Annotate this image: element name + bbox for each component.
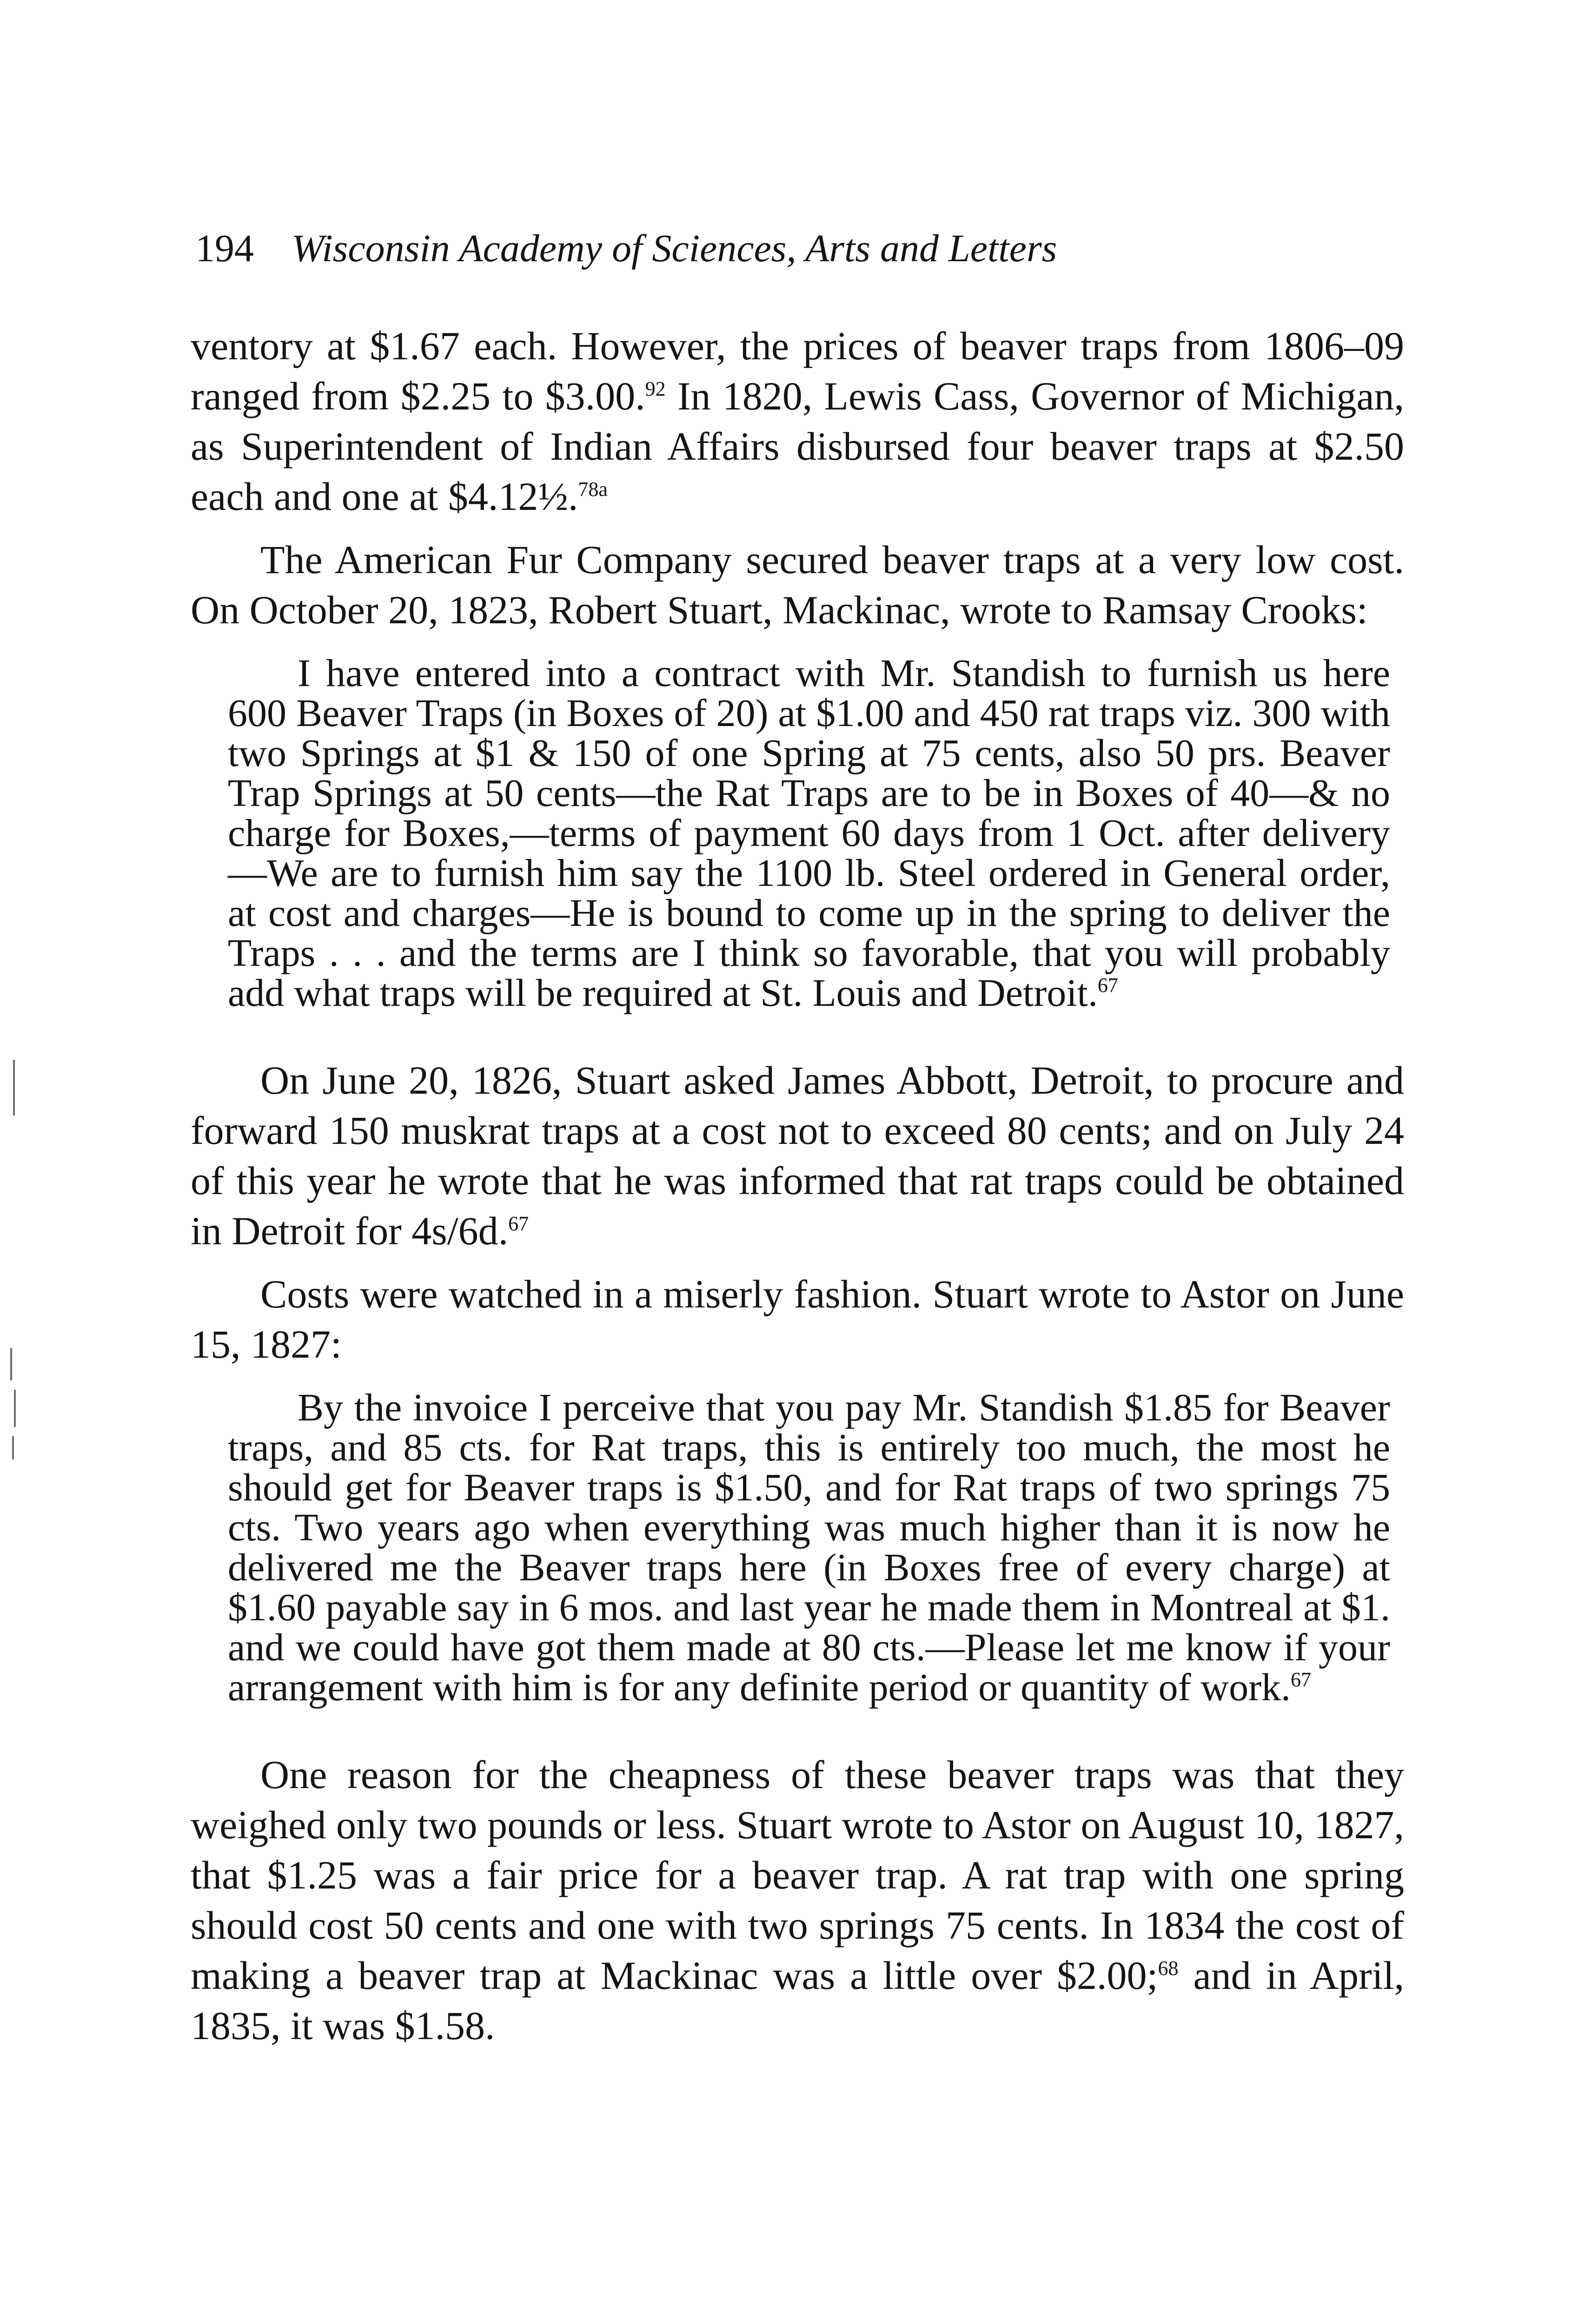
paragraph-text: One reason for the cheapness of these beaver traps was that they weighed only two pounds or less. Stuart wrote to Astor on August 10, 1827, that $1.25 was a fair price for a beaver trap. A rat trap with one spring should cost 50 cents and one with two springs 75 cents. In 1834 the cost of making a beaver trap at Mackinac was a little over $2.00; bbox=[191, 1752, 1404, 1998]
paragraph-text: Costs were watched in a miserly fashion. Stuart wrote to Astor on June 15, 1827: bbox=[191, 1272, 1404, 1367]
footnote-ref: 67 bbox=[508, 1212, 529, 1235]
paragraph-continued bbox=[191, 321, 1404, 522]
footnote-ref: 68 bbox=[1158, 1957, 1179, 1980]
running-title: Wisconsin Academy of Sciences, Arts and Letters bbox=[292, 227, 1057, 270]
footnote-ref: 67 bbox=[1291, 1668, 1312, 1691]
scan-margin-mark bbox=[10, 1348, 12, 1380]
scan-margin-mark bbox=[14, 1390, 16, 1427]
block-quote bbox=[228, 1388, 1390, 1708]
page-header bbox=[195, 225, 1404, 272]
footnote-ref: 78a bbox=[578, 478, 608, 501]
page-number: 194 bbox=[195, 227, 254, 270]
paragraph-text: and in April, 1835, it was $1.58. bbox=[191, 1953, 1404, 2048]
footnote-ref: 67 bbox=[1097, 974, 1118, 997]
quote-text bbox=[228, 1388, 1390, 1708]
footnote-ref: 92 bbox=[645, 377, 666, 400]
paragraph-text: ventory at $1.67 each. However, the prices of beaver traps from 1806–09 ranged from $2.25 to $3.00. bbox=[191, 324, 1404, 418]
paragraph bbox=[191, 535, 1404, 635]
block-quote bbox=[228, 654, 1390, 1013]
quote-text bbox=[228, 654, 1390, 1013]
paragraph-text: On June 20, 1826, Stuart asked James Abbott, Detroit, to procure and forward 150 muskrat traps at a cost not to exceed 80 cents; and on July 24 of this year he wrote that he was informed that rat traps could be obtained in Detroit for 4s/6d. bbox=[191, 1058, 1404, 1253]
paragraph bbox=[191, 1055, 1404, 1256]
paragraph-text: The American Fur Company secured beaver traps at a very low cost. On October 20, 1823, Robert Stuart, Mackinac, wrote to Ramsay Crooks: bbox=[191, 537, 1404, 632]
page-body bbox=[191, 321, 1404, 2051]
paragraph-text: I have entered into a contract with Mr. Standish to furnish us here 600 Beaver Traps (in Boxes of 20) at $1.00 and 450 rat traps viz. 300 with two Springs at $1 & 150 of one Spring at 75 cents, also 50 prs. Beaver Trap Springs at 50 cents—the Rat Traps are to be in Boxes of 40—& no charge for Boxes,—terms of payment 60 days from 1 Oct. after delivery—We are to furnish him say the 1100 lb. Steel ordered in General order, at cost and charges—He is bound to come up in the spring to deliver the Traps . . . and the terms are I think so favorable, that you will probably add what traps will be required at St. Louis and Detroit. bbox=[228, 652, 1390, 1015]
paragraph-text: By the invoice I perceive that you pay Mr. Standish $1.85 for Beaver traps, and 85 cts. for Rat traps, this is entirely too much, the most he should get for Beaver traps is $1.50, and for Rat traps of two springs 75 cts. Two years ago when everything was much higher than it is now he delivered me the Beaver traps here (in Boxes free of every charge) at $1.60 payable say in 6 mos. and last year he made them in Montreal at $1. and we could have got them made at 80 cts.—Please let me know if your arrangement with him is for any definite period or quantity of work. bbox=[228, 1386, 1390, 1709]
paragraph bbox=[191, 1269, 1404, 1369]
paragraph bbox=[191, 1750, 1404, 2051]
scan-margin-mark bbox=[13, 1060, 15, 1116]
paragraph-text: In 1820, Lewis Cass, Governor of Michigan, as Superintendent of Indian Affairs disbursed four beaver traps at $2.50 each and one at $4.12½. bbox=[191, 374, 1404, 519]
scan-margin-mark bbox=[12, 1436, 14, 1459]
